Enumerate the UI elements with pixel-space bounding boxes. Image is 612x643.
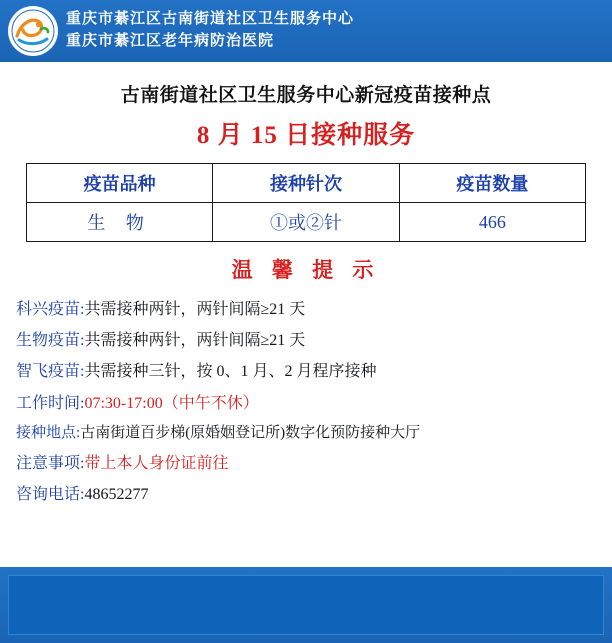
table-header-row: [27, 164, 586, 203]
info-item-working-hours: [16, 388, 596, 419]
note-item-kexing: [16, 294, 596, 325]
note-label: 生物疫苗: [16, 332, 81, 350]
info-text: 古南街道百步梯(原婚姻登记所)数字化预防接种大厅: [80, 424, 421, 441]
info-label: 咨询电话: [16, 486, 81, 504]
cell-dose: ①或②针: [213, 203, 399, 242]
note-separator: :: [80, 363, 85, 381]
cell-vaccine-type: 生 物: [27, 203, 213, 242]
info-separator: :: [80, 455, 85, 472]
column-header-vaccine-type: 疫苗品种: [27, 164, 213, 203]
page-title: 古南街道社区卫生服务中心新冠疫苗接种点: [120, 85, 492, 106]
header-text-block: [66, 9, 354, 53]
info-text: 带上本人身份证前往: [84, 455, 229, 472]
note-item-shengwu: [16, 325, 596, 356]
vaccine-table: [26, 163, 586, 242]
note-label: 科兴疫苗: [16, 301, 81, 318]
note-text: 共需接种两针，两针间隔≥21 天: [84, 301, 306, 318]
health-center-logo-icon: [8, 6, 58, 56]
poster-content: [0, 80, 612, 585]
page-subtitle: 8 月 15 日接种服务: [196, 122, 416, 149]
note-text: 共需接种两针，两针间隔≥21 天: [84, 332, 306, 350]
header-institution-line1: 重庆市綦江区古南街道社区卫生服务中心: [66, 11, 355, 28]
poster-header: [0, 0, 612, 62]
info-item-location: [16, 419, 596, 448]
cell-quantity: 466: [399, 203, 585, 242]
info-item-phone: [16, 479, 596, 510]
note-separator: :: [80, 332, 85, 350]
info-separator: :: [76, 424, 81, 441]
column-header-dose: 接种针次: [213, 164, 399, 203]
info-label: 接种地点: [16, 424, 77, 441]
header-institution-line2: 重庆市綦江区老年病防治医院: [66, 33, 275, 49]
footer-inner-panel: [8, 575, 604, 635]
info-text: 07:30-17:00（中午不休）: [84, 394, 259, 412]
info-separator: :: [80, 394, 85, 412]
table-row: [27, 203, 586, 242]
notes-list: [16, 294, 596, 510]
info-separator: :: [80, 486, 85, 504]
info-label: 注意事项: [16, 455, 81, 472]
note-separator: :: [80, 301, 85, 318]
info-item-attention: [16, 448, 596, 479]
tips-heading: 温 馨 提 示: [231, 258, 381, 282]
note-item-zhifei: [16, 356, 596, 387]
note-text: 共需接种三针，按 0、1 月、2 月程序接种: [84, 363, 377, 381]
poster-footer-band: [0, 567, 612, 643]
info-text: 48652277: [84, 486, 149, 504]
column-header-quantity: 疫苗数量: [399, 164, 585, 203]
note-label: 智飞疫苗: [16, 363, 81, 381]
info-label: 工作时间: [16, 394, 81, 412]
